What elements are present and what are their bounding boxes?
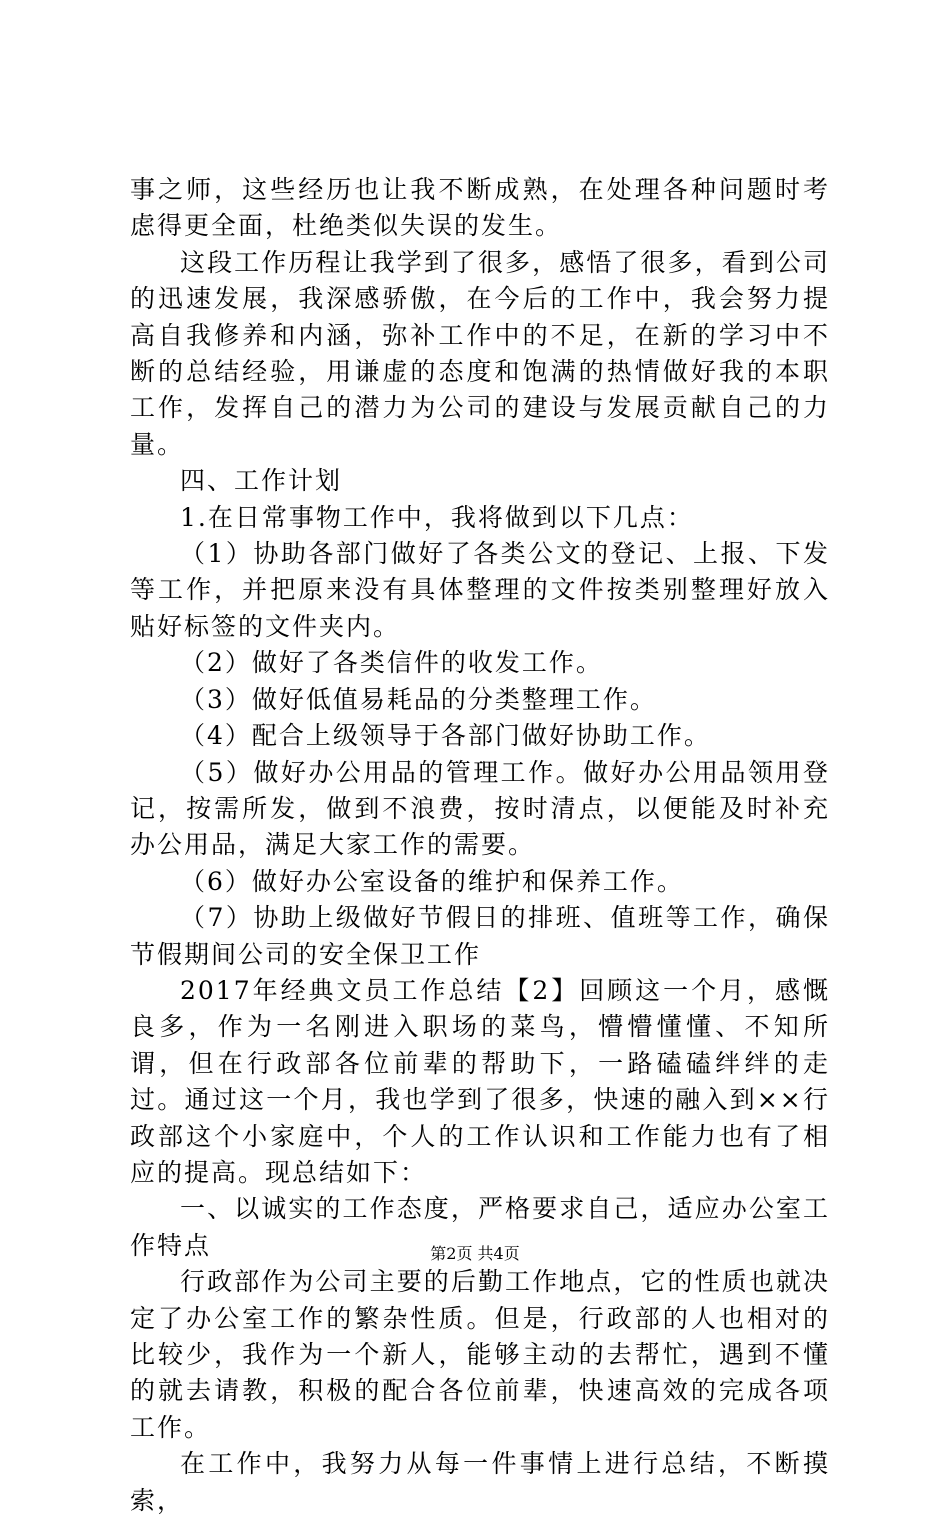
list-item-3: （3）做好低值易耗品的分类整理工作。 bbox=[180, 684, 657, 714]
document-body bbox=[130, 172, 830, 1519]
paragraph-2: 这段工作历程让我学到了很多，感悟了很多，看到公司的迅速发展，我深感骄傲，在今后的工作中，我会努力提高自我修养和内涵，弥补工作中的不足，在新的学习中不断的总结经验，用谦虚的态度和饱满的热情做好我的本职工作，发挥自己的潜力为公司的建设与发展贡献自己的力量。 bbox=[130, 247, 830, 459]
list-item-1: （1）协助各部门做好了各类公文的登记、上报、下发等工作，并把原来没有具体整理的文件按类别整理好放入贴好标签的文件夹内。 bbox=[130, 539, 830, 641]
paragraph-admin-dept: 行政部作为公司主要的后勤工作地点，它的性质也就决定了办公室工作的繁杂性质。但是，行政部的人也相对的比较少，我作为一个新人，能够主动的去帮忙，遇到不懂的就去请教，积极的配合各位前辈，快速高效的完成各项工作。 bbox=[130, 1267, 830, 1442]
list-item-4: （4）配合上级领导于各部门做好协助工作。 bbox=[180, 721, 711, 751]
paragraph-1: 事之师，这些经历也让我不断成熟，在处理各种问题时考虑得更全面，杜绝类似失误的发生。 bbox=[130, 175, 830, 241]
list-item-2: （2）做好了各类信件的收发工作。 bbox=[180, 648, 603, 678]
section-heading-work-plan: 四、工作计划 bbox=[180, 466, 343, 496]
list-item-7: （7）协助上级做好节假日的排班、值班等工作，确保节假期间公司的安全保卫工作 bbox=[130, 903, 830, 969]
page-number-footer: 第2页 共4页 bbox=[430, 1244, 520, 1263]
paragraph-summary-2: 2017年经典文员工作总结【2】回顾这一个月，感慨良多，作为一名刚进入职场的菜鸟，懵懵懂懂、不知所谓，但在行政部各位前辈的帮助下，一路磕磕绊绊的走过。通过这一个月，我也学到了很多，快速的融入到××行政部这个小家庭中，个人的工作认识和工作能力也有了相应的提高。现总结如下： bbox=[130, 975, 830, 1187]
list-item-5: （5）做好办公用品的管理工作。做好办公用品领用登记，按需所发，做到不浪费，按时清点，以便能及时补充办公用品，满足大家工作的需要。 bbox=[130, 757, 830, 860]
paragraph-work-summary: 在工作中，我努力从每一件事情上进行总结，不断摸索， bbox=[130, 1449, 830, 1515]
section-heading-attitude: 一、以诚实的工作态度，严格要求自己，适应办公室工作特点 bbox=[130, 1194, 830, 1260]
paragraph-daily-affairs: 1.在日常事物工作中，我将做到以下几点： bbox=[180, 502, 694, 532]
list-item-6: （6）做好办公室设备的维护和保养工作。 bbox=[180, 866, 684, 896]
